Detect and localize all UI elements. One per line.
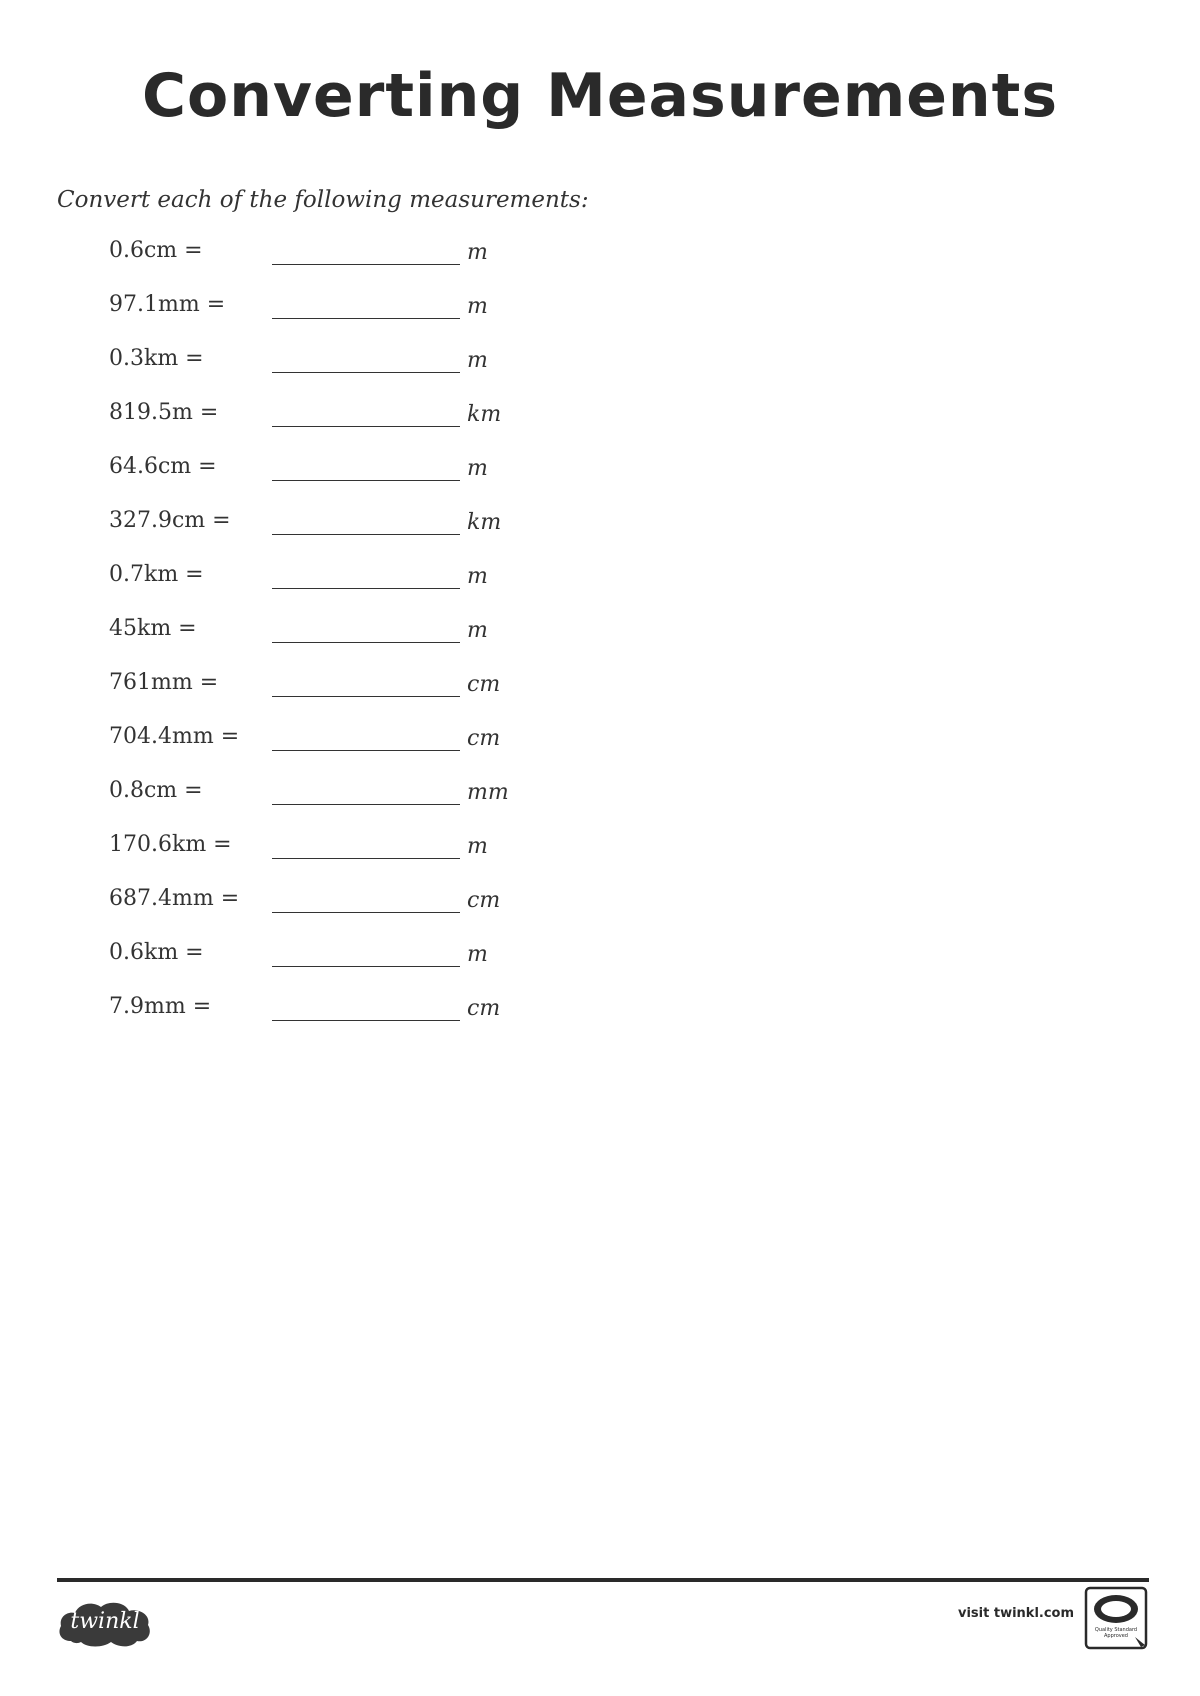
answer-unit: m xyxy=(467,618,488,643)
question-expression: 687.4mm = xyxy=(109,886,240,911)
answer-blank[interactable] xyxy=(272,264,460,265)
question-row xyxy=(0,668,700,722)
answer-blank[interactable] xyxy=(272,966,460,967)
answer-unit: m xyxy=(467,348,488,373)
answer-unit: km xyxy=(467,402,502,427)
question-row xyxy=(0,776,700,830)
question-row xyxy=(0,992,700,1046)
answer-blank[interactable] xyxy=(272,534,460,535)
answer-unit: cm xyxy=(467,888,501,913)
question-row xyxy=(0,398,700,452)
question-expression: 0.6cm = xyxy=(109,238,203,263)
badge-shape xyxy=(1083,1585,1149,1651)
footer-divider xyxy=(57,1578,1149,1582)
quality-badge-icon xyxy=(1083,1585,1149,1651)
answer-blank[interactable] xyxy=(272,642,460,643)
question-expression: 170.6km = xyxy=(109,832,232,857)
question-expression: 704.4mm = xyxy=(109,724,240,749)
question-row xyxy=(0,884,700,938)
answer-blank[interactable] xyxy=(272,696,460,697)
question-row xyxy=(0,290,700,344)
question-row xyxy=(0,614,700,668)
question-expression: 45km = xyxy=(109,616,197,641)
answer-blank[interactable] xyxy=(272,858,460,859)
question-expression: 819.5m = xyxy=(109,400,219,425)
twinkl-logo-icon[interactable] xyxy=(57,1597,153,1649)
answer-blank[interactable] xyxy=(272,480,460,481)
answer-unit: mm xyxy=(467,780,509,805)
question-row xyxy=(0,344,700,398)
question-expression: 327.9cm = xyxy=(109,508,231,533)
answer-unit: m xyxy=(467,564,488,589)
instructions-text: Convert each of the following measurements: xyxy=(57,187,589,213)
answer-blank[interactable] xyxy=(272,318,460,319)
answer-blank[interactable] xyxy=(272,912,460,913)
question-expression: 0.6km = xyxy=(109,940,204,965)
answer-blank[interactable] xyxy=(272,588,460,589)
question-row xyxy=(0,452,700,506)
question-expression: 7.9mm = xyxy=(109,994,212,1019)
question-expression: 761mm = xyxy=(109,670,219,695)
answer-blank[interactable] xyxy=(272,1020,460,1021)
answer-blank[interactable] xyxy=(272,750,460,751)
answer-unit: cm xyxy=(467,726,501,751)
answer-unit: cm xyxy=(467,996,501,1021)
question-row xyxy=(0,938,700,992)
question-row xyxy=(0,722,700,776)
question-list xyxy=(0,236,700,1046)
answer-blank[interactable] xyxy=(272,426,460,427)
question-row xyxy=(0,830,700,884)
question-expression: 0.8cm = xyxy=(109,778,203,803)
question-row xyxy=(0,560,700,614)
answer-unit: cm xyxy=(467,672,501,697)
answer-unit: km xyxy=(467,510,502,535)
answer-blank[interactable] xyxy=(272,804,460,805)
question-expression: 97.1mm = xyxy=(109,292,226,317)
question-expression: 0.7km = xyxy=(109,562,204,587)
answer-unit: m xyxy=(467,942,488,967)
page-title: Converting Measurements xyxy=(141,61,1059,131)
answer-blank[interactable] xyxy=(272,372,460,373)
answer-unit: m xyxy=(467,834,488,859)
answer-unit: m xyxy=(467,456,488,481)
question-expression: 64.6cm = xyxy=(109,454,217,479)
question-row xyxy=(0,506,700,560)
question-expression: 0.3km = xyxy=(109,346,204,371)
answer-unit: m xyxy=(467,240,488,265)
answer-unit: m xyxy=(467,294,488,319)
logo-text: twinkl xyxy=(70,1609,140,1634)
visit-link[interactable]: visit twinkl.com xyxy=(958,1606,1075,1621)
badge-text: Quality Standard Approved xyxy=(1094,1627,1138,1639)
question-row xyxy=(0,236,700,290)
